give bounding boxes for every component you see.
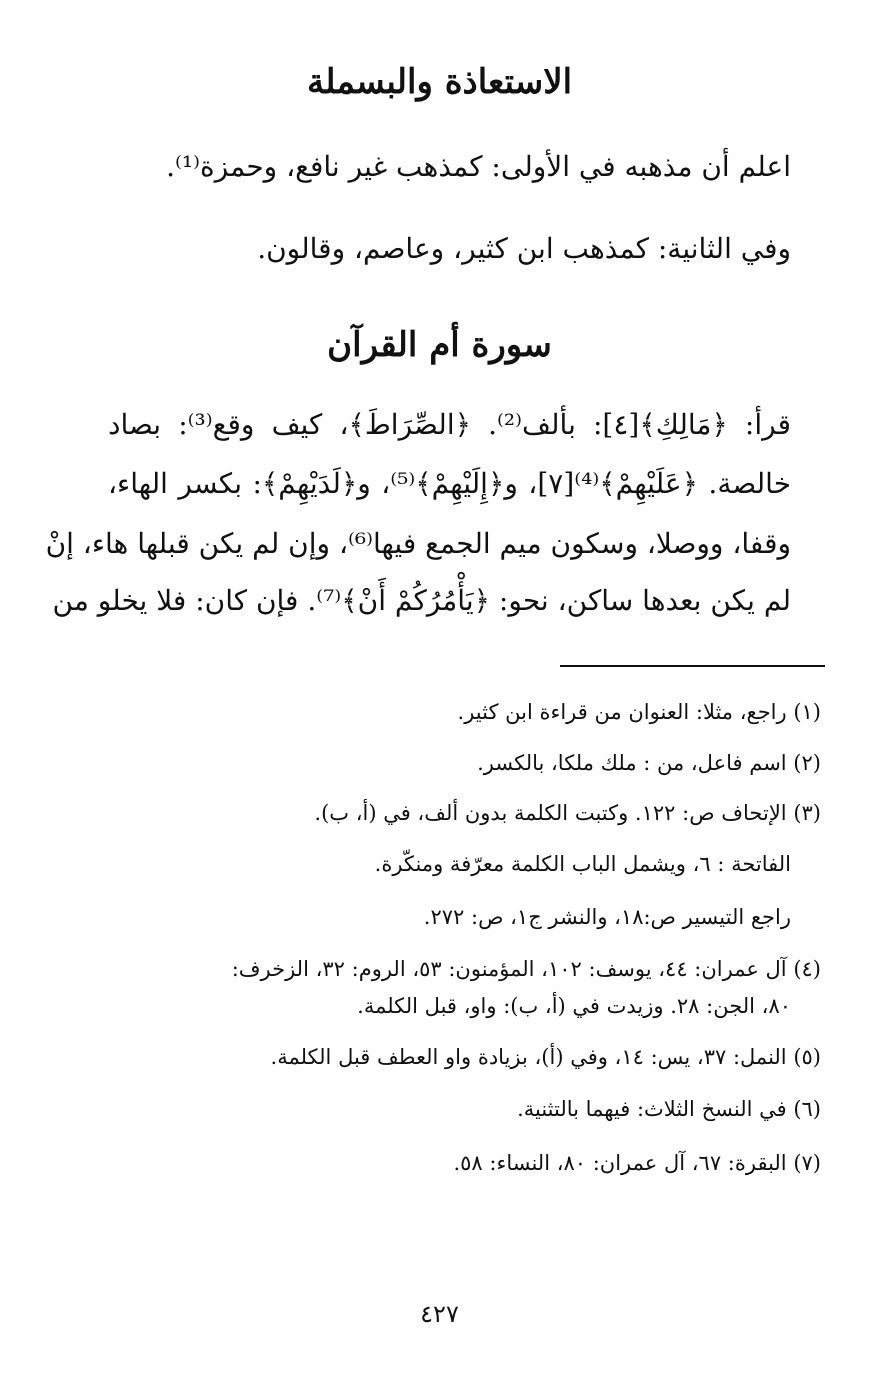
footnote-1: (١) راجع، مثلا: العنوان من قراءة ابن كثير. [457, 700, 821, 724]
page-number: ٤٢٧ [420, 1300, 459, 1328]
body-line-3: وقفا، ووصلا، وسكون ميم الجمع فيها⁽⁶⁾، وإن لم يكن قبلها هاء، إنْ [45, 527, 791, 560]
section-heading-surah: سورة أم القرآن [327, 325, 552, 365]
footnote-3-continuation-1: الفاتحة : ٦، ويشمل الباب الكلمة معرّفة ومنكّرة. [374, 852, 791, 876]
footnote-divider [560, 665, 825, 667]
footnote-7: (٧) البقرة: ٦٧، آل عمران: ٨٠، النساء: ٥٨. [453, 1151, 821, 1175]
footnote-4-continuation: ٨٠، الجن: ٢٨. وزيدت في (أ، ب): واو، قبل الكلمة. [357, 994, 791, 1018]
intro-line-2: وفي الثانية: كمذهب ابن كثير، وعاصم، وقالون. [257, 232, 791, 265]
body-line-4: لم يكن بعدها ساكن، نحو: ﴿يَأْمُرُكُمْ أَنْ﴾⁽⁷⁾. فإن كان: فلا يخلو من [52, 584, 791, 617]
footnote-3-continuation-2: راجع التيسير ص:١٨، والنشر ج١، ص: ٢٧٢. [423, 905, 791, 929]
footnote-4: (٤) آل عمران: ٤٤، يوسف: ١٠٢، المؤمنون: ٥٣، الروم: ٣٢، الزخرف: [231, 957, 821, 981]
body-line-1: قرأ: ﴿مَالِكِ﴾[٤]: بألف⁽²⁾. ﴿الصِّرَاطَ﴾، كيف وقع⁽³⁾: بصاد [108, 408, 791, 441]
footnote-6: (٦) في النسخ الثلاث: فيهما بالتثنية. [517, 1097, 821, 1121]
footnote-2: (٢) اسم فاعل، من : ملك ملكا، بالكسر. [477, 751, 821, 775]
section-heading-istiadha: الاستعاذة والبسملة [306, 62, 573, 102]
body-line-2: خالصة. ﴿عَلَيْهِمْ﴾⁽⁴⁾[٧]، و﴿إِلَيْهِمْ﴾⁽⁵⁾، و﴿لَدَيْهِمْ﴾: بكسر الهاء، [108, 467, 791, 500]
footnote-3: (٣) الإتحاف ص: ١٢٢. وكتبت الكلمة بدون ألف، في (أ، ب). [314, 801, 821, 825]
intro-line-1: اعلم أن مذهبه في الأولى: كمذهب غير نافع، وحمزة⁽¹⁾. [166, 150, 791, 183]
footnote-5: (٥) النمل: ٣٧، يس: ١٤، وفي (أ)، بزيادة واو العطف قبل الكلمة. [270, 1045, 821, 1069]
